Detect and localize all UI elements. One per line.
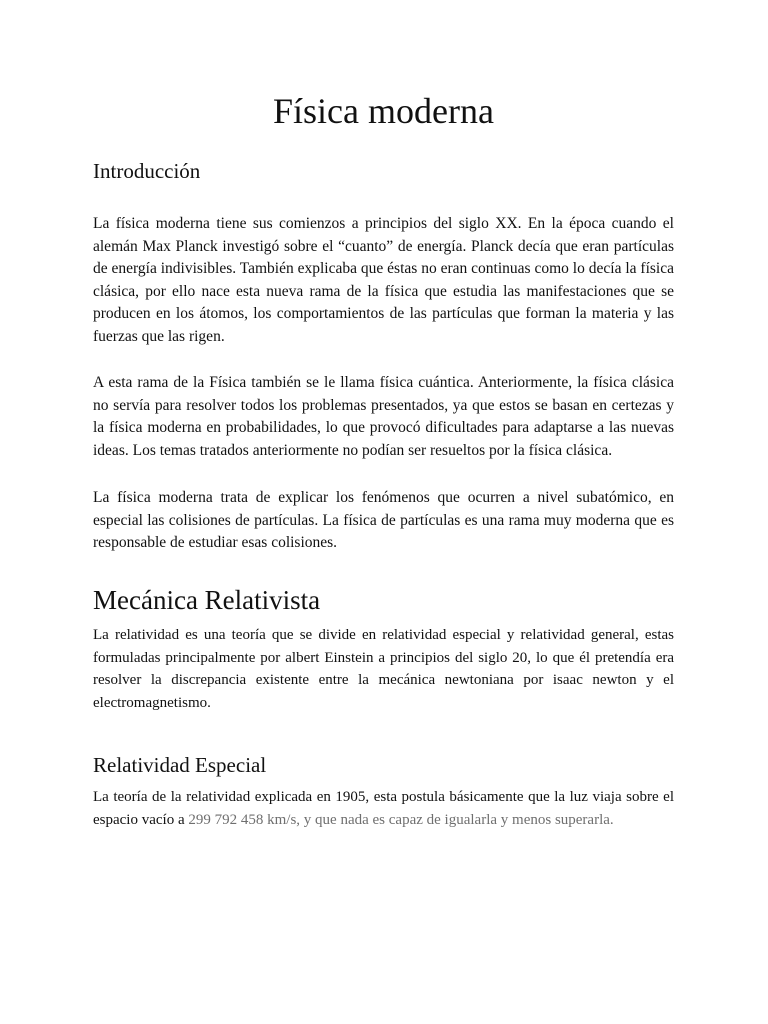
paragraph-relatividad-muted-text: 299 792 458 km/s, y que nada es capaz de igualarla y menos superarla. [188,811,614,828]
section-heading-relatividad-especial: Relatividad Especial [93,753,267,777]
paragraph-intro-3: La física moderna trata de explicar los fenómenos que ocurren a nivel subatómico, en especial las colisiones de partículas. La física de partículas es una rama muy moderna que es responsable de estudiar esas colisiones. [93,489,674,552]
paragraph-intro-2: A esta rama de la Física también se le llama física cuántica. Anteriormente, la física clásica no servía para resolver todos los problemas presentados, ya que estos se basan en certezas y la física moderna en probabilidades, lo que provocó dificultades para adaptarse a las nuevas ideas. Los temas tratados anteriormente no podían ser resueltos por la física clásica. [93,374,674,459]
page-title: Física moderna [273,91,494,131]
paragraph-intro-1: La física moderna tiene sus comienzos a principios del siglo XX. En la época cuando el alemán Max Planck investigó sobre el “cuanto” de energía. Planck decía que eran partículas de energía indivisibles. También explicaba que éstas no eran continuas como lo decía la física clásica, por ello nace esta nueva rama de la física que estudia las manifestaciones que se producen en los átomos, los comportamientos de las partículas que forman la materia y las fuerzas que las rigen. [93,215,674,345]
paragraph-relatividad-especial [93,786,674,831]
paragraph-relatividad-main-text: La teoría de la relatividad explicada en 1905, esta postula básicamente que la luz viaja sobre el espacio vacío a [93,789,674,828]
section-heading-introduccion: Introducción [93,159,201,183]
paragraph-mecanica: La relatividad es una teoría que se divide en relatividad especial y relatividad general, estas formuladas principalmente por albert Einstein a principios del siglo 20, lo que él pretendía era resolver la discrepancia existente entre la mecánica newtoniana por isaac newton y el electromagnetismo. [93,627,674,711]
section-heading-mecanica-relativista: Mecánica Relativista [93,585,321,615]
